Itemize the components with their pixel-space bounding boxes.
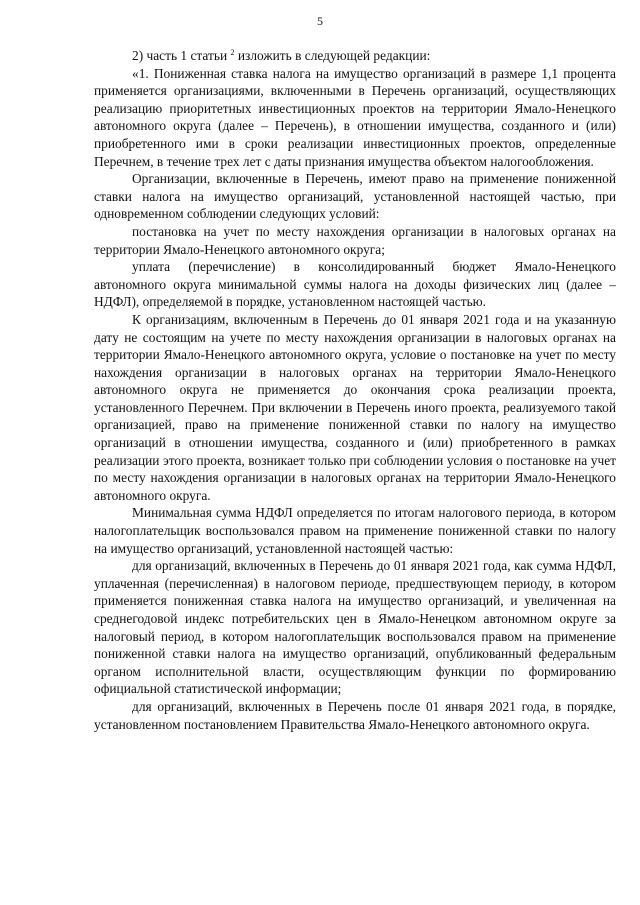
intro-paragraph [94,47,616,65]
paragraph-conditions: Организации, включенные в Перечень, имеют право на применение пониженной ставки налога на имущество организаций, установленной настоящей частью, при одновременном соблюдении следующих условий: [94,171,616,222]
page-number: 5 [317,14,323,28]
paragraph-item-1-reduced-rate: «1. Пониженная ставка налога на имущество организаций в размере 1,1 процента применяется организациями, включенными в Перечень организаций, осуществляющих реализацию приоритетных инвестиционных проектов на территории Ямало-Ненецкого автономного округа (далее – Перечень), в отношении имущества, созданного и (или) приобретенного ими в сроки реализации инвестиционных проектов, определенные Перечнем, в течение трех лет с даты признания имущества объектом налогообложения. [94,65,616,169]
document-body [94,47,616,733]
intro-text-start: 2) часть 1 статьи [132,48,231,63]
paragraph-pre-2021-organizations: К организациям, включенным в Перечень до 01 января 2021 года и на указанную дату не состоящим на учете по месту нахождения организации в налоговых органах на территории Ямало-Ненецкого автономного округа, условие о постановке на учет по месту нахождения организации в налоговых органах на территории Ямало-Ненецкого автономного округа не применяется до окончания срока реализации проекта, установленного Перечнем. При включении в Перечень иного проекта, реализуемого такой организацией, право на применение пониженной ставки по налогу на имущество организаций в отношении имущества, созданного и (или) приобретенного в рамках реализации этого проекта, возникает только при соблюдении условия о постановке на учет по месту нахождения организации в налоговых органах на территории Ямало-Ненецкого автономного округа. [94,311,616,503]
paragraph-ndfl-before-2021: для организаций, включенных в Перечень до 01 января 2021 года, как сумма НДФЛ, уплаченная (перечисленная) в налоговом периоде, предшествующем периоду, в котором применяется пониженная ставка налога на имущество организаций, и увеличенная на среднегодовой индекс потребительских цен в Ямало-Ненецком автономном округе за налоговый период, в котором налогоплательщик воспользовался правом на применение пониженной ставки налога на имущество организаций, опубликованный федеральным органом исполнительной власти, осуществляющим функции по формированию официальной статистической информации; [94,558,616,697]
paragraph-condition-registration: постановка на учет по месту нахождения организации в налоговых органах на территории Ямало-Ненецкого автономного округа; [94,223,616,257]
paragraph-minimum-ndfl: Минимальная сумма НДФЛ определяется по итогам налогового периода, в котором налогоплательщик воспользовался правом на применение пониженной ставки по налогу на имущество организаций, установленной настоящей частью: [94,505,616,556]
intro-superscript: 2 [230,48,235,57]
paragraph-condition-payment: уплата (перечисление) в консолидированный бюджет Ямало-Ненецкого автономного округа минимальной суммы налога на доходы физических лиц (далее – НДФЛ), определяемой в порядке, установленном настоящей частью. [94,259,616,310]
paragraph-ndfl-after-2021: для организаций, включенных в Перечень после 01 января 2021 года, в порядке, установленном постановлением Правительства Ямало-Ненецкого автономного округа. [94,698,616,732]
intro-text-end: изложить в следующей редакции: [234,48,431,63]
